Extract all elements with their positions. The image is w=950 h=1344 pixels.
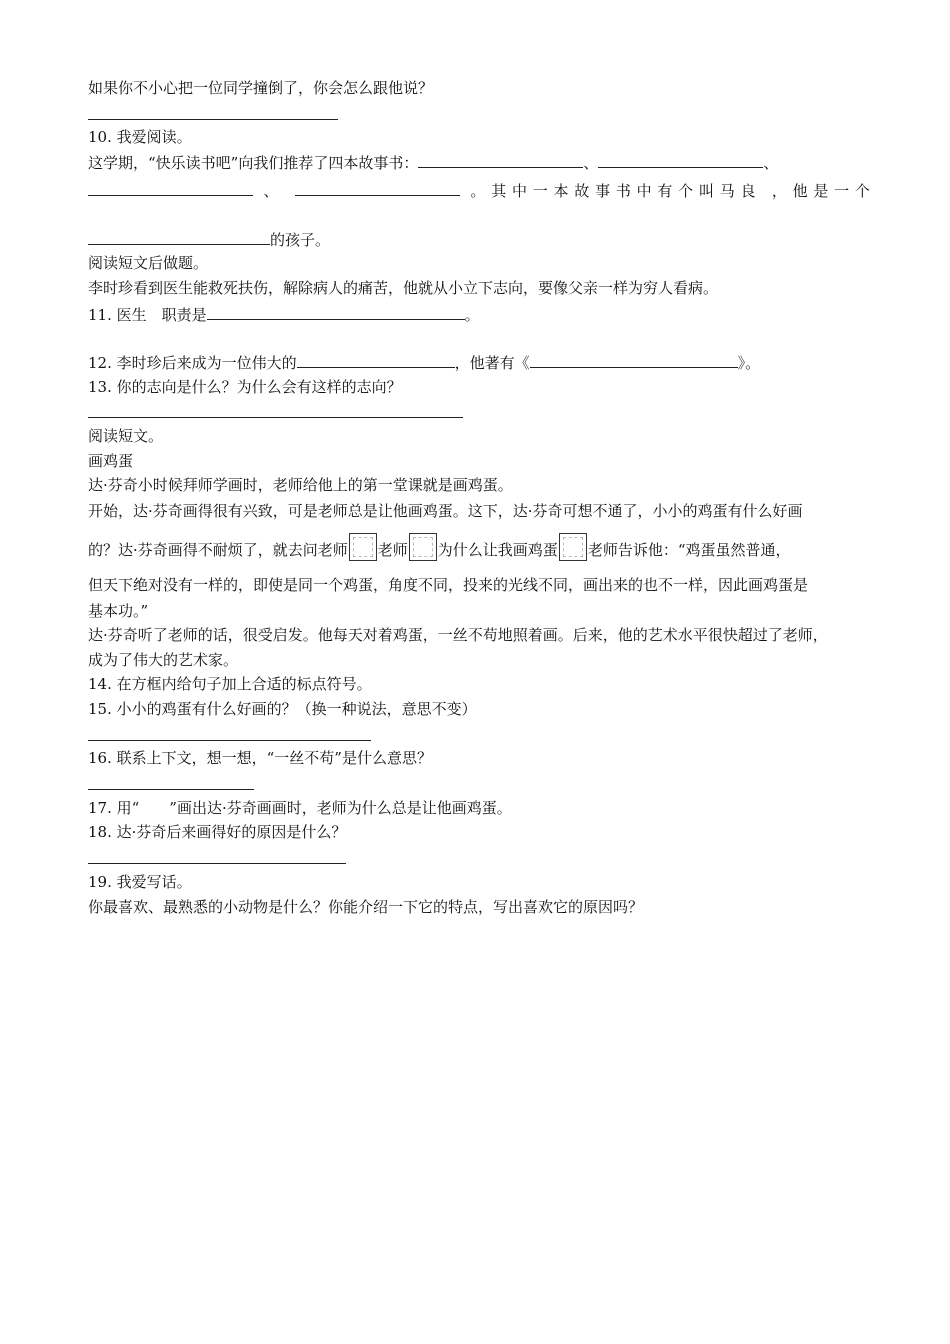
passage2-instruction: 阅读短文。 [88,427,164,445]
q18-prompt: 18. 达·芬奇后来画得好的原因是什么？ [88,823,347,841]
q10-intro-text: 这学期，“快乐读书吧”向我们推荐了四本故事书： [88,154,419,172]
passage2-paragraph-2a: 开始，达·芬奇画得很有兴致，可是老师总是让他画鸡蛋。这下，达·芬奇可想不通了，小小的鸡蛋有什么好画 [88,502,803,520]
q14-prompt: 14. 在方框内给句子加上合适的标点符号。 [88,675,372,693]
q10-tail: 的孩子。 [270,231,331,249]
q12-book-blank[interactable] [530,352,738,368]
passage2-paragraph-2d: 基本功。” [88,602,149,620]
passage2-text: 老师 [377,541,408,559]
passage2-text: 老师告诉他：“鸡蛋虽然普通， [587,541,791,559]
punctuation-box-3[interactable] [559,533,587,561]
q13-answer-line[interactable] [88,417,463,418]
q10-trait-blank[interactable] [88,229,270,245]
q15-prompt: 15. 小小的鸡蛋有什么好画的？（换一种说法，意思不变） [88,700,477,718]
passage2-paragraph-2b [88,533,790,561]
passage1-text: 李时珍看到医生能救死扶伤，解除病人的痛苦，他就从小立下志向，要像父亲一样为穷人看病。 [88,279,719,297]
passage1-instruction: 阅读短文后做题。 [88,254,209,272]
q11-suffix: 。 [464,306,480,324]
q13-prompt: 13. 你的志向是什么？为什么会有这样的志向？ [88,378,402,396]
q10-comma-clause: ，他是一个 [771,182,870,200]
q10-separator: 、 [583,154,599,172]
q9-prompt: 如果你不小心把一位同学撞倒了，你会怎么跟他说？ [88,79,434,97]
q19-heading: 19. 我爱写话。 [88,873,192,891]
q10-separator: 、 [763,154,779,172]
q10-line2 [88,180,870,201]
q10-heading: 10. 我爱阅读。 [88,128,192,146]
q10-ending-sentence: 。其中一本故事书中有个叫马良 [470,182,762,200]
passage2-title: 画鸡蛋 [88,452,134,470]
passage2-paragraph-1: 达·芬奇小时候拜师学画时，老师给他上的第一堂课就是画鸡蛋。 [88,476,513,494]
q12-mid: ，他著有《 [454,354,530,372]
passage2-paragraph-3a: 达·芬奇听了老师的话，很受启发。他每天对着鸡蛋，一丝不苟地照着画。后来，他的艺术水平很快超过了老师， [88,626,828,644]
q10-book-blank-3[interactable] [88,180,253,196]
passage2-text: 为什么让我画鸡蛋 [437,541,558,559]
q10-book-blank-2[interactable] [598,152,763,168]
punctuation-box-1[interactable] [349,533,377,561]
q11-question [88,304,480,325]
q10-book-blank-4[interactable] [295,180,460,196]
q10-line3 [88,229,330,250]
punctuation-box-2[interactable] [409,533,437,561]
q18-answer-line[interactable] [88,863,346,864]
q10-separator: 、 [263,182,285,200]
q16-answer-line[interactable] [88,789,254,790]
q11-middle: 职责是 [161,306,207,324]
q9-answer-line[interactable] [88,119,338,120]
passage2-text: 的？达·芬奇画得不耐烦了，就去问老师 [88,541,348,559]
q12-prefix: 12. 李时珍后来成为一位伟大的 [88,354,297,372]
q19-prompt: 你最喜欢、最熟悉的小动物是什么？你能介绍一下它的特点，写出喜欢它的原因吗？ [88,898,644,916]
q16-prompt: 16. 联系上下文，想一想，“一丝不苟”是什么意思？ [88,749,432,767]
passage2-paragraph-3b: 成为了伟大的艺术家。 [88,651,239,669]
q17-prompt: 17. 用“ ”画出达·芬奇画画时，老师为什么总是让他画鸡蛋。 [88,799,512,817]
passage2-paragraph-2c: 但天下绝对没有一样的，即使是同一个鸡蛋，角度不同，投来的光线不同，画出来的也不一样，因此画鸡蛋是 [88,576,809,594]
q12-suffix: 》。 [737,354,761,372]
q12-question [88,352,760,373]
q11-answer-blank[interactable] [207,304,465,320]
q15-answer-line[interactable] [88,740,371,741]
q12-profession-blank[interactable] [297,352,455,368]
q10-line1 [88,152,778,173]
q11-prefix: 11. 医生 [88,306,147,324]
q10-book-blank-1[interactable] [418,152,583,168]
